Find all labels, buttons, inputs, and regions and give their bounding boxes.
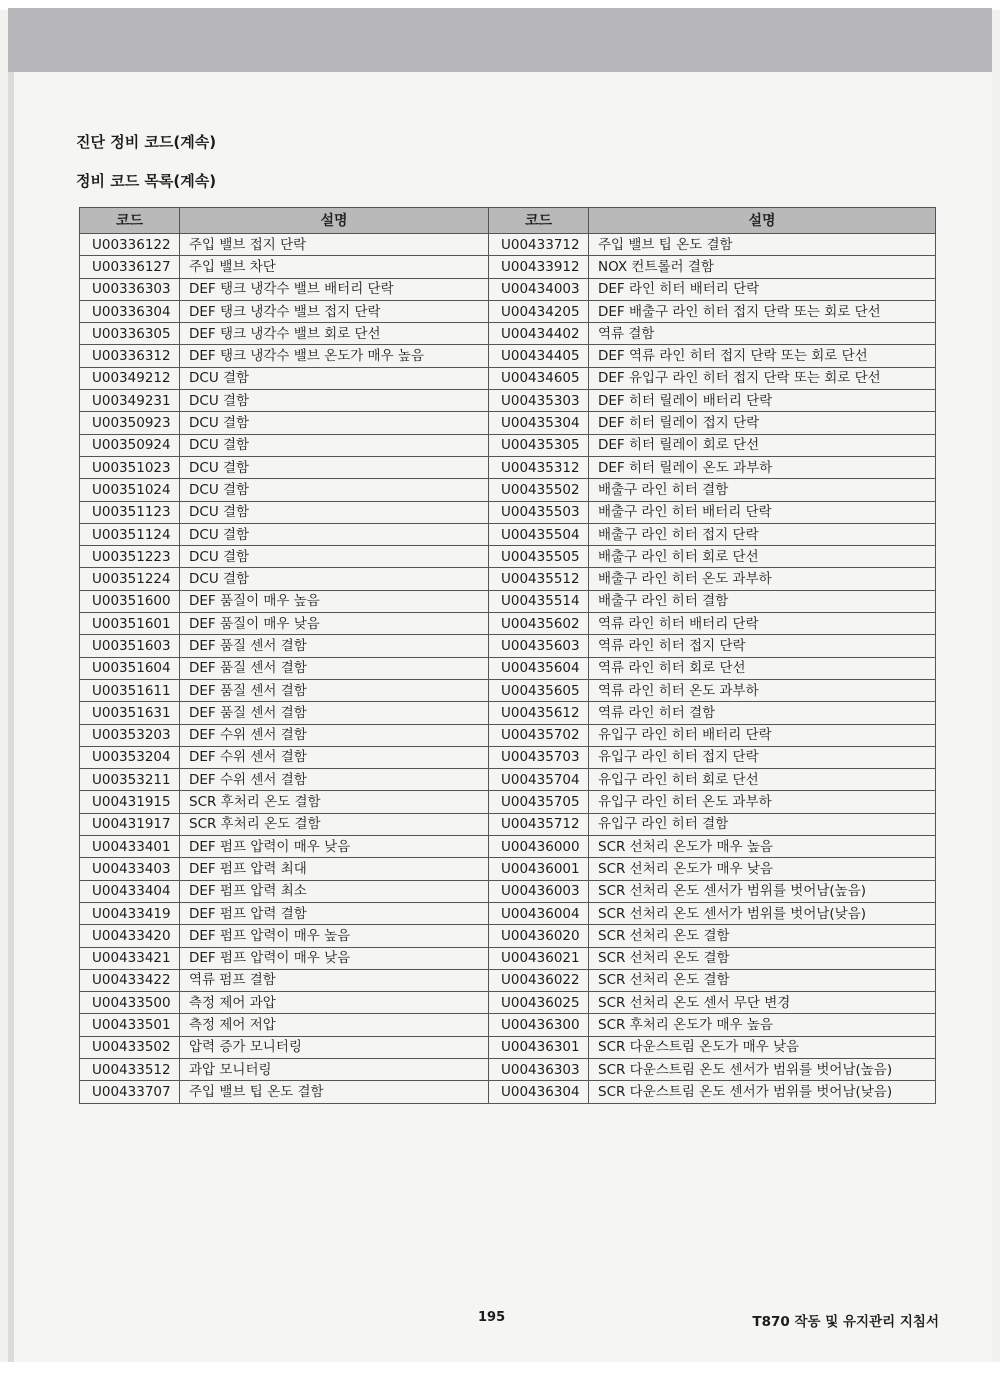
description-cell: SCR 다운스트림 온도 센서가 범위를 벗어남(높음) [589, 1058, 936, 1080]
description-cell: 배출구 라인 히터 배터리 단락 [589, 501, 936, 523]
description-cell: DCU 결함 [180, 546, 489, 568]
description-cell: SCR 선처리 온도가 매우 낮음 [589, 858, 936, 880]
code-cell: U00433712 [489, 234, 589, 256]
description-cell: 역류 라인 히터 결함 [589, 702, 936, 724]
description-cell: DEF 히터 릴레이 배터리 단락 [589, 390, 936, 412]
code-cell: U00433502 [80, 1036, 180, 1058]
description-cell: NOX 컨트롤러 결함 [589, 256, 936, 278]
description-cell: DEF 수위 센서 결함 [180, 724, 489, 746]
code-cell: U00436300 [489, 1014, 589, 1036]
code-cell: U00434405 [489, 345, 589, 367]
code-cell: U00351124 [80, 523, 180, 545]
description-cell: SCR 다운스트림 온도가 매우 낮음 [589, 1036, 936, 1058]
code-cell: U00351611 [80, 679, 180, 701]
code-cell: U00351631 [80, 702, 180, 724]
description-cell: SCR 선처리 온도 결함 [589, 969, 936, 991]
table-row [80, 969, 936, 991]
code-cell: U00433422 [80, 969, 180, 991]
code-cell: U00435712 [489, 813, 589, 835]
description-cell: DEF 유입구 라인 히터 접지 단락 또는 회로 단선 [589, 367, 936, 389]
description-cell: DEF 탱크 냉각수 밸브 배터리 단락 [180, 278, 489, 300]
code-cell: U00436000 [489, 836, 589, 858]
code-cell: U00435505 [489, 546, 589, 568]
table-row [80, 902, 936, 924]
description-cell: 역류 라인 히터 배터리 단락 [589, 613, 936, 635]
code-cell: U00350923 [80, 412, 180, 434]
description-cell: DEF 역류 라인 히터 접지 단락 또는 회로 단선 [589, 345, 936, 367]
description-cell: DCU 결함 [180, 412, 489, 434]
description-cell: DEF 품질 센서 결함 [180, 702, 489, 724]
table-row [80, 813, 936, 835]
table-row [80, 769, 936, 791]
description-cell: 역류 라인 히터 회로 단선 [589, 657, 936, 679]
table-row [80, 256, 936, 278]
code-cell: U00336303 [80, 278, 180, 300]
code-cell: U00433500 [80, 992, 180, 1014]
table-row [80, 1081, 936, 1103]
description-cell: DEF 품질이 매우 낮음 [180, 613, 489, 635]
code-cell: U00350924 [80, 434, 180, 456]
description-cell: 주입 밸브 팁 온도 결함 [180, 1081, 489, 1103]
description-cell: DEF 품질 센서 결함 [180, 635, 489, 657]
scanner-shadow-band [8, 8, 992, 72]
table-body [80, 234, 936, 1104]
code-cell: U00435703 [489, 746, 589, 768]
table-row [80, 724, 936, 746]
description-cell: DCU 결함 [180, 568, 489, 590]
description-cell: 유입구 라인 히터 회로 단선 [589, 769, 936, 791]
description-cell: DCU 결함 [180, 479, 489, 501]
header-description-right: 설명 [589, 208, 936, 234]
description-cell: SCR 후처리 온도가 매우 높음 [589, 1014, 936, 1036]
description-cell: 배출구 라인 히터 접지 단락 [589, 523, 936, 545]
description-cell: DEF 히터 릴레이 접지 단락 [589, 412, 936, 434]
code-cell: U00436001 [489, 858, 589, 880]
code-cell: U00431915 [80, 791, 180, 813]
description-cell: 배출구 라인 히터 온도 과부하 [589, 568, 936, 590]
table-row [80, 992, 936, 1014]
table-row [80, 434, 936, 456]
table-row [80, 746, 936, 768]
code-cell: U00336305 [80, 323, 180, 345]
table-row [80, 836, 936, 858]
code-cell: U00435612 [489, 702, 589, 724]
code-cell: U00351603 [80, 635, 180, 657]
code-cell: U00436021 [489, 947, 589, 969]
table-row [80, 635, 936, 657]
table-row [80, 345, 936, 367]
code-cell: U00436025 [489, 992, 589, 1014]
description-cell: SCR 후처리 온도 결함 [180, 791, 489, 813]
table-row [80, 278, 936, 300]
table-row [80, 390, 936, 412]
description-cell: DCU 결함 [180, 367, 489, 389]
description-cell: 압력 증가 모니터링 [180, 1036, 489, 1058]
code-cell: U00349231 [80, 390, 180, 412]
description-cell: DEF 탱크 냉각수 밸브 접지 단락 [180, 300, 489, 322]
table-row [80, 546, 936, 568]
header-description-left: 설명 [180, 208, 489, 234]
description-cell: DEF 펌프 압력이 매우 높음 [180, 925, 489, 947]
scan-margin-bottom [0, 1362, 1000, 1375]
code-cell: U00435502 [489, 479, 589, 501]
table-row [80, 590, 936, 612]
code-cell: U00436301 [489, 1036, 589, 1058]
table-row [80, 367, 936, 389]
code-cell: U00433401 [80, 836, 180, 858]
table-row [80, 880, 936, 902]
description-cell: SCR 선처리 온도 결함 [589, 947, 936, 969]
code-cell: U00435304 [489, 412, 589, 434]
table-row [80, 300, 936, 322]
code-cell: U00436004 [489, 902, 589, 924]
code-cell: U00435704 [489, 769, 589, 791]
description-cell: DEF 품질 센서 결함 [180, 679, 489, 701]
table-row [80, 1058, 936, 1080]
description-cell: 주입 밸브 접지 단락 [180, 234, 489, 256]
description-cell: SCR 다운스트림 온도 센서가 범위를 벗어남(낮음) [589, 1081, 936, 1103]
code-cell: U00435604 [489, 657, 589, 679]
code-cell: U00353203 [80, 724, 180, 746]
subsection-heading: 정비 코드 목록(계속) [76, 172, 217, 190]
description-cell: DCU 결함 [180, 523, 489, 545]
description-cell: 측정 제어 저압 [180, 1014, 489, 1036]
description-cell: 역류 라인 히터 온도 과부하 [589, 679, 936, 701]
code-cell: U00336312 [80, 345, 180, 367]
description-cell: DEF 히터 릴레이 온도 과부하 [589, 456, 936, 478]
service-code-table [79, 207, 936, 1104]
table-row [80, 613, 936, 635]
code-cell: U00435603 [489, 635, 589, 657]
manual-title: T870 작동 및 유지관리 지침서 [752, 1314, 939, 1330]
description-cell: 유입구 라인 히터 접지 단락 [589, 746, 936, 768]
code-cell: U00431917 [80, 813, 180, 835]
description-cell: DEF 펌프 압력 최대 [180, 858, 489, 880]
description-cell: DEF 라인 히터 배터리 단락 [589, 278, 936, 300]
page-binding-edge [8, 72, 14, 1362]
table-row [80, 1036, 936, 1058]
description-cell: DEF 배출구 라인 히터 접지 단락 또는 회로 단선 [589, 300, 936, 322]
code-cell: U00436304 [489, 1081, 589, 1103]
table-row [80, 323, 936, 345]
table-row [80, 947, 936, 969]
description-cell: 유입구 라인 히터 결함 [589, 813, 936, 835]
table-row [80, 523, 936, 545]
description-cell: DEF 펌프 압력 결함 [180, 902, 489, 924]
code-cell: U00351224 [80, 568, 180, 590]
description-cell: DCU 결함 [180, 390, 489, 412]
description-cell: 배출구 라인 히터 결함 [589, 590, 936, 612]
description-cell: SCR 선처리 온도 결함 [589, 925, 936, 947]
description-cell: SCR 선처리 온도 센서가 범위를 벗어남(낮음) [589, 902, 936, 924]
description-cell: DEF 펌프 압력이 매우 낮음 [180, 947, 489, 969]
description-cell: 역류 결함 [589, 323, 936, 345]
table-row [80, 234, 936, 256]
description-cell: DCU 결함 [180, 456, 489, 478]
code-cell: U00433707 [80, 1081, 180, 1103]
description-cell: 주입 밸브 차단 [180, 256, 489, 278]
code-cell: U00436020 [489, 925, 589, 947]
code-cell: U00433501 [80, 1014, 180, 1036]
table-row [80, 858, 936, 880]
table-row [80, 456, 936, 478]
code-cell: U00349212 [80, 367, 180, 389]
table-row [80, 412, 936, 434]
table-row [80, 479, 936, 501]
description-cell: 역류 라인 히터 접지 단락 [589, 635, 936, 657]
description-cell: DEF 품질 센서 결함 [180, 657, 489, 679]
code-cell: U00436303 [489, 1058, 589, 1080]
code-cell: U00336304 [80, 300, 180, 322]
code-cell: U00351123 [80, 501, 180, 523]
code-cell: U00435305 [489, 434, 589, 456]
description-cell: DEF 펌프 압력이 매우 낮음 [180, 836, 489, 858]
code-cell: U00435503 [489, 501, 589, 523]
code-cell: U00433512 [80, 1058, 180, 1080]
code-cell: U00433912 [489, 256, 589, 278]
code-cell: U00434205 [489, 300, 589, 322]
code-cell: U00351600 [80, 590, 180, 612]
description-cell: 배출구 라인 히터 결함 [589, 479, 936, 501]
description-cell: DEF 탱크 냉각수 밸브 온도가 매우 높음 [180, 345, 489, 367]
description-cell: SCR 선처리 온도 센서가 범위를 벗어남(높음) [589, 880, 936, 902]
code-cell: U00434605 [489, 367, 589, 389]
code-cell: U00434402 [489, 323, 589, 345]
table-header-row [80, 208, 936, 234]
section-heading: 진단 정비 코드(계속) [76, 133, 217, 151]
code-cell: U00433419 [80, 902, 180, 924]
table-row [80, 791, 936, 813]
description-cell: DEF 펌프 압력 최소 [180, 880, 489, 902]
description-cell: 측정 제어 과압 [180, 992, 489, 1014]
code-cell: U00351604 [80, 657, 180, 679]
table-row [80, 1014, 936, 1036]
description-cell: 유입구 라인 히터 배터리 단락 [589, 724, 936, 746]
code-cell: U00435512 [489, 568, 589, 590]
code-cell: U00336122 [80, 234, 180, 256]
description-cell: 주입 밸브 팁 온도 결함 [589, 234, 936, 256]
table-row [80, 679, 936, 701]
code-cell: U00435702 [489, 724, 589, 746]
page-number: 195 [478, 1310, 506, 1325]
code-cell: U00433403 [80, 858, 180, 880]
table-row [80, 657, 936, 679]
description-cell: DCU 결함 [180, 434, 489, 456]
description-cell: SCR 후처리 온도 결함 [180, 813, 489, 835]
description-cell: SCR 선처리 온도 센서 무단 변경 [589, 992, 936, 1014]
description-cell: 역류 펌프 결함 [180, 969, 489, 991]
description-cell: 배출구 라인 히터 회로 단선 [589, 546, 936, 568]
description-cell: DEF 히터 릴레이 회로 단선 [589, 434, 936, 456]
table-row [80, 568, 936, 590]
description-cell: DEF 품질이 매우 높음 [180, 590, 489, 612]
description-cell: DEF 수위 센서 결함 [180, 746, 489, 768]
code-cell: U00435602 [489, 613, 589, 635]
code-cell: U00435303 [489, 390, 589, 412]
table-row [80, 925, 936, 947]
description-cell: DCU 결함 [180, 501, 489, 523]
code-cell: U00353211 [80, 769, 180, 791]
code-cell: U00436003 [489, 880, 589, 902]
description-cell: DEF 수위 센서 결함 [180, 769, 489, 791]
code-cell: U00351223 [80, 546, 180, 568]
code-cell: U00351601 [80, 613, 180, 635]
code-cell: U00351023 [80, 456, 180, 478]
table-row [80, 702, 936, 724]
description-cell: 유입구 라인 히터 온도 과부하 [589, 791, 936, 813]
code-cell: U00433421 [80, 947, 180, 969]
code-cell: U00434003 [489, 278, 589, 300]
header-code-right: 코드 [489, 208, 589, 234]
code-cell: U00435605 [489, 679, 589, 701]
description-cell: SCR 선처리 온도가 매우 높음 [589, 836, 936, 858]
code-cell: U00435514 [489, 590, 589, 612]
code-cell: U00433420 [80, 925, 180, 947]
description-cell: 과압 모니터링 [180, 1058, 489, 1080]
code-cell: U00436022 [489, 969, 589, 991]
description-cell: DEF 탱크 냉각수 밸브 회로 단선 [180, 323, 489, 345]
code-cell: U00351024 [80, 479, 180, 501]
code-cell: U00353204 [80, 746, 180, 768]
code-cell: U00435504 [489, 523, 589, 545]
code-cell: U00435312 [489, 456, 589, 478]
table-row [80, 501, 936, 523]
code-cell: U00435705 [489, 791, 589, 813]
code-cell: U00433404 [80, 880, 180, 902]
code-cell: U00336127 [80, 256, 180, 278]
header-code-left: 코드 [80, 208, 180, 234]
